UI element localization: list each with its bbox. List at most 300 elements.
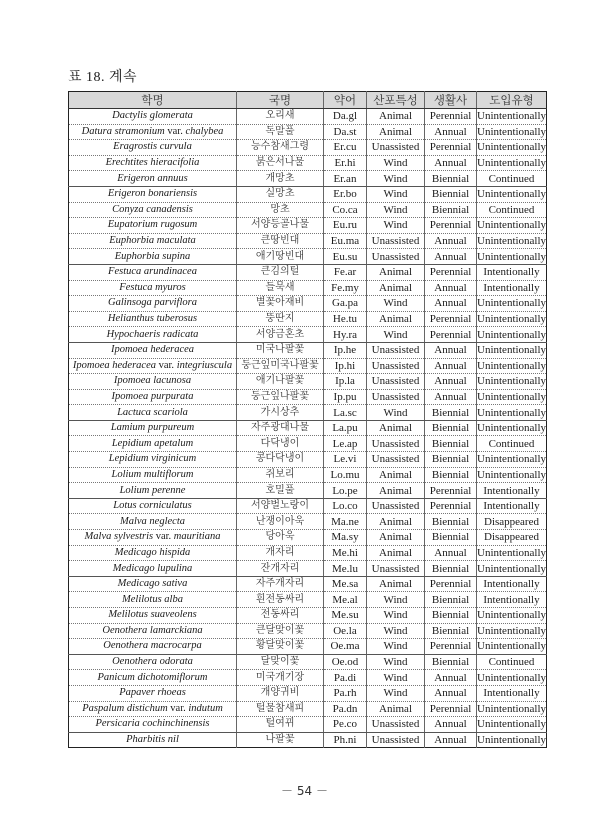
cell-abbreviation: Er.bo [324, 186, 367, 202]
cell-introduction-type: Unintentionally [477, 219, 547, 232]
cell-life-cycle: Biennial [425, 186, 477, 202]
table-row [69, 249, 547, 265]
cell-korean-name: 둥근잎미국나팔꽃 [237, 358, 324, 374]
cell-scientific-name [69, 654, 237, 670]
scientific-name-text: Persicaria cochinchinensis [95, 718, 210, 730]
cell-scientific-name [69, 436, 237, 452]
cell-introduction-type: Continued [477, 171, 547, 187]
table-row [69, 218, 547, 234]
table-row [69, 155, 547, 171]
cell-dispersal: Wind [367, 670, 425, 686]
scientific-name-text: Lepidium virginicum [108, 453, 197, 465]
table-row [69, 732, 547, 748]
cell-dispersal: Wind [367, 623, 425, 639]
table-header-row [69, 92, 547, 109]
cell-korean-name: 가시상추 [237, 405, 324, 421]
cell-scientific-name [69, 374, 237, 390]
cell-dispersal: Wind [367, 155, 425, 171]
cell-life-cycle: Biennial [425, 623, 477, 639]
cell-abbreviation: Hy.ra [324, 327, 367, 343]
cell-dispersal: Animal [367, 420, 425, 436]
cell-korean-name: 둥근잎나팔꽃 [237, 389, 324, 405]
variety-marker: var. [155, 359, 177, 371]
cell-korean-name: 자주개자리 [237, 576, 324, 592]
scientific-name-text: Euphorbia supina [114, 250, 191, 262]
cell-korean-name: 서양벌노랑이 [237, 498, 324, 514]
cell-abbreviation: Er.an [324, 171, 367, 187]
cell-life-cycle: Biennial [425, 202, 477, 218]
cell-dispersal: Unassisted [367, 498, 425, 514]
scientific-name-text: Panicum dichotomiflorum [97, 671, 208, 683]
scientific-name-text: Hypochaeris radicata [106, 328, 199, 340]
cell-abbreviation: Ma.ne [324, 514, 367, 530]
scientific-name-text: Melilotus alba [122, 593, 183, 605]
cell-introduction-type: Unintentionally [477, 344, 547, 357]
cell-abbreviation: Er.cu [324, 140, 367, 156]
cell-dispersal: Animal [367, 483, 425, 499]
table-row [69, 576, 547, 592]
cell-korean-name: 털물참새피 [237, 701, 324, 717]
scientific-name-text: Dactylis glomerata [112, 110, 193, 122]
cell-korean-name: 서양등골나물 [237, 218, 324, 234]
cell-introduction-type: Intentionally [477, 576, 547, 592]
cell-abbreviation: Me.lu [324, 561, 367, 577]
cell-dispersal: Wind [367, 654, 425, 670]
cell-introduction-type: Unintentionally [477, 328, 547, 341]
cell-life-cycle: Perennial [425, 311, 477, 327]
table-row [69, 109, 547, 125]
scientific-name-text: Paspalum distichum [82, 702, 168, 714]
cell-korean-name: 개자리 [237, 545, 324, 561]
cell-dispersal: Unassisted [367, 452, 425, 468]
cell-life-cycle: Perennial [425, 701, 477, 717]
cell-life-cycle: Annual [425, 685, 477, 701]
table-row [69, 311, 547, 327]
table-row [69, 717, 547, 733]
scientific-name-text: Medicago sativa [117, 578, 188, 590]
table-row [69, 545, 547, 561]
cell-korean-name: 흰전동싸리 [237, 592, 324, 608]
cell-abbreviation: Lo.co [324, 498, 367, 514]
cell-dispersal: Wind [367, 608, 425, 624]
cell-abbreviation: Co.ca [324, 202, 367, 218]
cell-life-cycle: Perennial [425, 109, 477, 125]
cell-korean-name: 능수참새그령 [237, 140, 324, 156]
scientific-name-text: Festuca arundinacea [108, 266, 197, 278]
cell-dispersal: Wind [367, 685, 425, 701]
cell-life-cycle: Annual [425, 249, 477, 265]
cell-life-cycle: Biennial [425, 654, 477, 670]
cell-dispersal: Wind [367, 639, 425, 655]
cell-abbreviation: Oe.od [324, 654, 367, 670]
cell-scientific-name [69, 155, 237, 171]
cell-life-cycle: Biennial [425, 561, 477, 577]
column-header-abbreviation: 약어 [324, 92, 367, 109]
cell-life-cycle: Biennial [425, 530, 477, 546]
cell-scientific-name [69, 233, 237, 249]
cell-korean-name: 들묵새 [237, 280, 324, 296]
cell-introduction-type: Unintentionally [477, 375, 547, 388]
cell-korean-name: 별꽃아재비 [237, 296, 324, 312]
cell-scientific-name [69, 639, 237, 655]
cell-introduction-type: Unintentionally [477, 546, 547, 559]
scientific-name-text: Conyza canadensis [112, 203, 193, 215]
cell-life-cycle: Annual [425, 389, 477, 405]
cell-dispersal: Wind [367, 592, 425, 608]
cell-life-cycle: Annual [425, 124, 477, 140]
scientific-name-text: Oenothera lamarckiana [102, 624, 203, 636]
cell-scientific-name [69, 576, 237, 592]
cell-korean-name: 망초 [237, 202, 324, 218]
cell-abbreviation: Er.hi [324, 155, 367, 171]
cell-scientific-name [69, 732, 237, 748]
cell-scientific-name [69, 530, 237, 546]
table-row [69, 701, 547, 717]
column-header-korean-name: 국명 [237, 92, 324, 109]
table-row [69, 171, 547, 187]
cell-dispersal: Animal [367, 514, 425, 530]
cell-korean-name: 서양금혼초 [237, 327, 324, 343]
cell-scientific-name [69, 389, 237, 405]
table-row [69, 514, 547, 530]
cell-life-cycle: Annual [425, 717, 477, 733]
cell-dispersal: Unassisted [367, 389, 425, 405]
cell-scientific-name [69, 514, 237, 530]
cell-dispersal: Animal [367, 264, 425, 280]
cell-dispersal: Wind [367, 171, 425, 187]
scientific-name-text: Erechtites hieracifolia [105, 157, 200, 169]
cell-life-cycle: Annual [425, 358, 477, 374]
cell-introduction-type: Unintentionally [477, 188, 547, 201]
cell-abbreviation: Ga.pa [324, 296, 367, 312]
cell-abbreviation: La.pu [324, 420, 367, 436]
cell-korean-name: 붉은서나물 [237, 155, 324, 171]
cell-dispersal: Animal [367, 545, 425, 561]
cell-scientific-name [69, 186, 237, 202]
table-row [69, 296, 547, 312]
cell-abbreviation: La.sc [324, 405, 367, 421]
table-row [69, 608, 547, 624]
cell-introduction-type: Unintentionally [477, 640, 547, 653]
cell-introduction-type: Continued [477, 202, 547, 218]
cell-dispersal: Wind [367, 405, 425, 421]
cell-introduction-type: Unintentionally [477, 718, 547, 731]
cell-scientific-name [69, 311, 237, 327]
cell-dispersal: Unassisted [367, 342, 425, 358]
cell-abbreviation: Me.al [324, 592, 367, 608]
cell-scientific-name [69, 545, 237, 561]
cell-introduction-type: Unintentionally [477, 250, 547, 263]
cell-scientific-name [69, 561, 237, 577]
cell-korean-name: 오리새 [237, 109, 324, 125]
cell-dispersal: Unassisted [367, 374, 425, 390]
cell-scientific-name [69, 420, 237, 436]
cell-introduction-type: Intentionally [477, 264, 547, 280]
cell-life-cycle: Biennial [425, 467, 477, 483]
scientific-name-text: Lamium purpureum [110, 422, 195, 434]
cell-korean-name: 털여뀌 [237, 717, 324, 733]
table-row [69, 327, 547, 343]
cell-abbreviation: He.tu [324, 311, 367, 327]
cell-korean-name: 자주광대나물 [237, 420, 324, 436]
cell-introduction-type: Unintentionally [477, 297, 547, 310]
scientific-name-text: Galinsoga parviflora [108, 297, 197, 309]
cell-dispersal: Animal [367, 124, 425, 140]
scientific-name-text: Eragrostis curvula [113, 141, 192, 153]
cell-dispersal: Wind [367, 186, 425, 202]
cell-korean-name: 애기땅빈대 [237, 249, 324, 265]
cell-scientific-name [69, 498, 237, 514]
cell-abbreviation: Pa.di [324, 670, 367, 686]
table-row [69, 186, 547, 202]
cell-abbreviation: Fe.my [324, 280, 367, 296]
cell-korean-name: 독말풀 [237, 124, 324, 140]
cell-life-cycle: Biennial [425, 452, 477, 468]
column-header-dispersal: 산포특성 [367, 92, 425, 109]
scientific-name-text: Ipomoea hederacea [72, 359, 156, 371]
table-row [69, 623, 547, 639]
cell-korean-name: 개양귀비 [237, 685, 324, 701]
cell-introduction-type: Unintentionally [477, 609, 547, 622]
cell-life-cycle: Perennial [425, 498, 477, 514]
cell-scientific-name [69, 483, 237, 499]
cell-dispersal: Unassisted [367, 249, 425, 265]
cell-dispersal: Animal [367, 311, 425, 327]
species-table [68, 91, 547, 748]
cell-introduction-type: Unintentionally [477, 406, 547, 419]
cell-life-cycle: Annual [425, 545, 477, 561]
cell-abbreviation: Le.ap [324, 436, 367, 452]
cell-life-cycle: Biennial [425, 436, 477, 452]
cell-introduction-type: Unintentionally [477, 141, 547, 154]
cell-abbreviation: Oe.la [324, 623, 367, 639]
cell-korean-name: 나팔꽃 [237, 732, 324, 748]
cell-abbreviation: Oe.ma [324, 639, 367, 655]
variety-marker: var. [153, 531, 174, 543]
cell-introduction-type: Disappeared [477, 514, 547, 530]
table-row [69, 592, 547, 608]
cell-korean-name: 콩다닥냉이 [237, 452, 324, 468]
cell-life-cycle: Annual [425, 670, 477, 686]
cell-scientific-name [69, 124, 237, 140]
cell-korean-name: 큰땅빈대 [237, 233, 324, 249]
column-header-life-cycle: 생활사 [425, 92, 477, 109]
cell-dispersal: Wind [367, 218, 425, 234]
cell-introduction-type: Unintentionally [477, 359, 547, 372]
table-row [69, 670, 547, 686]
cell-life-cycle: Perennial [425, 218, 477, 234]
cell-life-cycle: Biennial [425, 592, 477, 608]
cell-korean-name: 큰달맞이꽃 [237, 623, 324, 639]
cell-scientific-name [69, 452, 237, 468]
cell-dispersal: Unassisted [367, 732, 425, 748]
cell-korean-name: 황달맞이꽃 [237, 639, 324, 655]
cell-scientific-name [69, 405, 237, 421]
cell-korean-name: 호밀풀 [237, 483, 324, 499]
cell-dispersal: Unassisted [367, 233, 425, 249]
cell-life-cycle: Perennial [425, 639, 477, 655]
table-row [69, 639, 547, 655]
cell-scientific-name [69, 467, 237, 483]
cell-introduction-type: Intentionally [477, 592, 547, 608]
cell-introduction-type: Intentionally [477, 498, 547, 514]
cell-abbreviation: Ph.ni [324, 732, 367, 748]
table-row [69, 530, 547, 546]
table-body [69, 109, 547, 748]
cell-abbreviation: Me.su [324, 608, 367, 624]
cell-introduction-type: Continued [477, 436, 547, 452]
cell-abbreviation: Ip.la [324, 374, 367, 390]
cell-abbreviation: Eu.su [324, 249, 367, 265]
variety-marker: var. [167, 702, 189, 714]
cell-life-cycle: Perennial [425, 327, 477, 343]
cell-dispersal: Animal [367, 576, 425, 592]
cell-introduction-type: Unintentionally [477, 734, 547, 747]
scientific-name-text: Ipomoea lacunosa [113, 375, 192, 387]
scientific-name-text: Lolium perenne [119, 484, 186, 496]
table-row [69, 342, 547, 358]
scientific-name-text: Helianthus tuberosus [107, 313, 198, 325]
cell-scientific-name [69, 171, 237, 187]
cell-life-cycle: Perennial [425, 483, 477, 499]
table-row [69, 420, 547, 436]
table-row [69, 140, 547, 156]
cell-life-cycle: Annual [425, 233, 477, 249]
cell-introduction-type: Disappeared [477, 530, 547, 546]
cell-scientific-name [69, 264, 237, 280]
cell-korean-name: 미국나팔꽃 [237, 342, 324, 358]
cell-abbreviation: Lo.mu [324, 467, 367, 483]
variety-name-text: chalybea [185, 125, 224, 137]
cell-introduction-type: Unintentionally [477, 313, 547, 326]
variety-name-text: indutum [188, 702, 223, 714]
cell-abbreviation: Pa.dn [324, 701, 367, 717]
cell-scientific-name [69, 623, 237, 639]
cell-abbreviation: Ma.sy [324, 530, 367, 546]
cell-introduction-type: Unintentionally [477, 702, 547, 715]
scientific-name-text: Ipomoea hederacea [110, 344, 195, 356]
cell-korean-name: 쥐보리 [237, 467, 324, 483]
cell-dispersal: Animal [367, 530, 425, 546]
cell-scientific-name [69, 685, 237, 701]
table-row [69, 483, 547, 499]
cell-scientific-name [69, 296, 237, 312]
cell-scientific-name [69, 202, 237, 218]
variety-name-text: integriuscula [176, 359, 233, 371]
cell-life-cycle: Biennial [425, 608, 477, 624]
scientific-name-text: Festuca myuros [119, 281, 186, 293]
cell-life-cycle: Biennial [425, 420, 477, 436]
cell-life-cycle: Annual [425, 342, 477, 358]
cell-life-cycle: Perennial [425, 140, 477, 156]
scientific-name-text: Euphorbia maculata [109, 235, 196, 247]
table-caption: 표 18. 계속 [68, 70, 138, 85]
cell-introduction-type: Continued [477, 654, 547, 670]
cell-scientific-name [69, 218, 237, 234]
cell-life-cycle: Perennial [425, 264, 477, 280]
cell-life-cycle: Perennial [425, 576, 477, 592]
table-row [69, 685, 547, 701]
cell-life-cycle: Annual [425, 155, 477, 171]
scientific-name-text: Medicago lupulina [112, 562, 193, 574]
scientific-name-text: Oenothera odorata [112, 656, 193, 668]
scientific-name-text: Ipomoea purpurata [111, 390, 194, 402]
table-row [69, 233, 547, 249]
scientific-name-text: Pharbitis nil [126, 734, 179, 746]
cell-korean-name: 실망초 [237, 186, 324, 202]
cell-introduction-type: Unintentionally [477, 624, 547, 637]
cell-scientific-name [69, 109, 237, 125]
cell-introduction-type: Unintentionally [477, 453, 547, 466]
cell-life-cycle: Biennial [425, 171, 477, 187]
scientific-name-text: Melilotus suaveolens [108, 609, 197, 621]
cell-dispersal: Wind [367, 327, 425, 343]
cell-dispersal: Wind [367, 296, 425, 312]
cell-scientific-name [69, 140, 237, 156]
cell-introduction-type: Unintentionally [477, 157, 547, 170]
cell-dispersal: Animal [367, 467, 425, 483]
scientific-name-text: Erigeron annuus [117, 172, 188, 184]
cell-abbreviation: Me.hi [324, 545, 367, 561]
table-row [69, 280, 547, 296]
column-header-scientific-name: 학명 [69, 92, 237, 109]
cell-dispersal: Animal [367, 280, 425, 296]
cell-scientific-name [69, 592, 237, 608]
cell-abbreviation: Da.gl [324, 109, 367, 125]
cell-scientific-name [69, 327, 237, 343]
table-row [69, 374, 547, 390]
table-row [69, 436, 547, 452]
cell-abbreviation: Eu.ma [324, 233, 367, 249]
table-row [69, 405, 547, 421]
cell-life-cycle: Biennial [425, 405, 477, 421]
cell-dispersal: Wind [367, 202, 425, 218]
cell-korean-name: 난쟁이아욱 [237, 514, 324, 530]
cell-korean-name: 당아욱 [237, 530, 324, 546]
cell-abbreviation: Ip.hi [324, 358, 367, 374]
cell-dispersal: Animal [367, 701, 425, 717]
cell-abbreviation: Le.vi [324, 452, 367, 468]
scientific-name-text: Lotus corniculatus [113, 500, 192, 512]
cell-dispersal: Unassisted [367, 717, 425, 733]
table-row [69, 498, 547, 514]
cell-abbreviation: Pe.co [324, 717, 367, 733]
cell-korean-name: 개망초 [237, 171, 324, 187]
cell-scientific-name [69, 342, 237, 358]
cell-scientific-name [69, 717, 237, 733]
scientific-name-text: Malva neglecta [119, 515, 185, 527]
scientific-name-text: Oenothera macrocarpa [103, 640, 202, 652]
scientific-name-text: Papaver rhoeas [119, 687, 186, 699]
scientific-name-text: Lactuca scariola [117, 406, 188, 418]
variety-name-text: mauritiana [173, 531, 221, 543]
cell-dispersal: Unassisted [367, 436, 425, 452]
cell-abbreviation: Fe.ar [324, 264, 367, 280]
cell-life-cycle: Annual [425, 732, 477, 748]
cell-scientific-name [69, 701, 237, 717]
table-row [69, 358, 547, 374]
cell-introduction-type: Unintentionally [477, 468, 547, 481]
cell-scientific-name [69, 249, 237, 265]
cell-life-cycle: Biennial [425, 514, 477, 530]
scientific-name-text: Lolium multiflorum [111, 468, 194, 480]
scientific-name-text: Malva sylvestris [84, 531, 154, 543]
cell-korean-name: 전동싸리 [237, 608, 324, 624]
table-row [69, 202, 547, 218]
cell-abbreviation: Eu.ru [324, 218, 367, 234]
cell-abbreviation: Me.sa [324, 576, 367, 592]
cell-introduction-type: Intentionally [477, 483, 547, 499]
